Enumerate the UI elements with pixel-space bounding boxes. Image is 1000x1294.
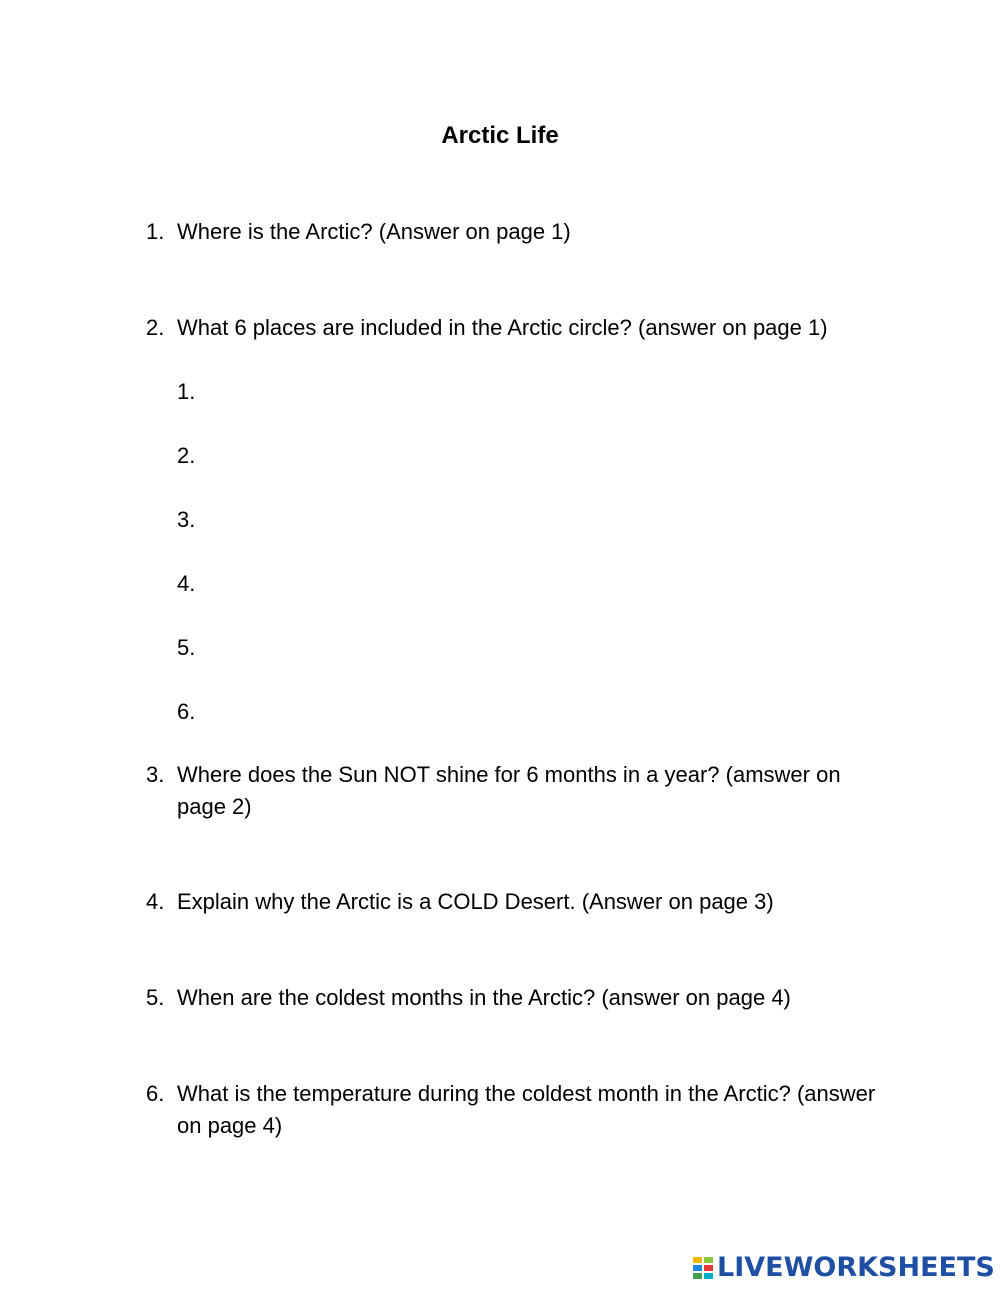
logo-blocks-icon (692, 1256, 714, 1280)
logo-block (692, 1256, 703, 1264)
logo-text: LIVEWORKSHEETS (717, 1252, 995, 1283)
question-text: What is the temperature during the coldest month in the Arctic? (answer on page 4) (177, 1081, 876, 1138)
logo-block (692, 1264, 703, 1272)
question-text: Explain why the Arctic is a COLD Desert. (Answer on page 3) (177, 889, 774, 914)
question-4 (146, 886, 876, 918)
question-6 (146, 1078, 876, 1142)
logo-block (703, 1256, 714, 1264)
answer-line-1: 1. (177, 379, 196, 404)
question-3 (146, 759, 876, 823)
logo-block (703, 1264, 714, 1272)
answer-line-5: 5. (177, 635, 196, 660)
question-1 (146, 216, 876, 248)
answer-line-3: 3. (177, 507, 196, 532)
question-number: 3. (146, 762, 165, 787)
question-number: 1. (146, 219, 165, 244)
answer-line-6: 6. (177, 699, 196, 724)
liveworksheets-logo (692, 1250, 995, 1286)
question-text: Where is the Arctic? (Answer on page 1) (177, 219, 571, 244)
question-number: 5. (146, 985, 165, 1010)
logo-block (692, 1272, 703, 1280)
answer-line-4: 4. (177, 571, 196, 596)
question-number: 6. (146, 1081, 165, 1106)
logo-block (703, 1272, 714, 1280)
question-number: 4. (146, 889, 165, 914)
question-text: Where does the Sun NOT shine for 6 months in a year? (amswer on page 2) (177, 762, 841, 819)
page-title: Arctic Life (441, 122, 559, 149)
question-text: When are the coldest months in the Arctic? (answer on page 4) (177, 985, 791, 1010)
question-5 (146, 982, 876, 1014)
question-text: What 6 places are included in the Arctic circle? (answer on page 1) (177, 315, 828, 340)
answer-line-2: 2. (177, 443, 196, 468)
question-number: 2. (146, 315, 165, 340)
question-2 (146, 312, 876, 344)
